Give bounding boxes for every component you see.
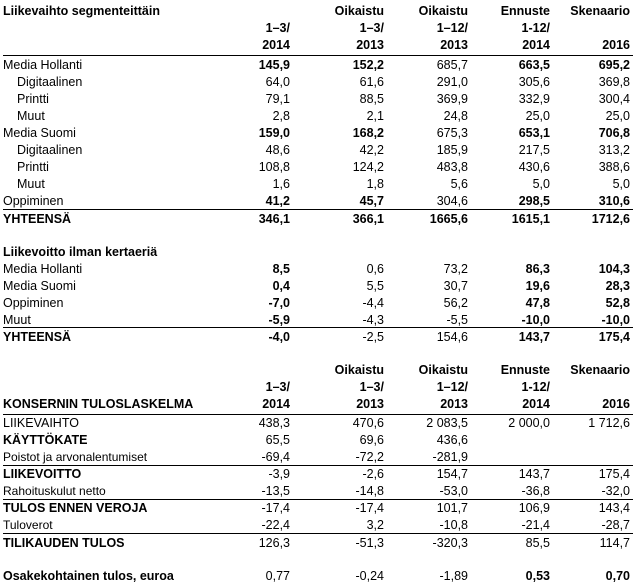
cell: 369,8 — [598, 75, 630, 89]
column-header: 2013 — [440, 38, 468, 52]
column-header: 2013 — [440, 397, 468, 411]
cell: 61,6 — [359, 75, 384, 89]
cell: -32,0 — [601, 484, 630, 498]
column-header: Oikaistu — [418, 363, 468, 377]
row-label: Muut — [17, 109, 45, 123]
cell: -17,4 — [261, 501, 290, 515]
column-header: 2013 — [356, 397, 384, 411]
column-header: Oikaistu — [334, 4, 384, 18]
cell: -281,9 — [432, 450, 468, 464]
cell: 5,0 — [612, 177, 630, 191]
cell: -320,3 — [432, 536, 468, 550]
cell: -53,0 — [439, 484, 468, 498]
cell: -3,9 — [268, 467, 290, 481]
cell: -2,5 — [362, 330, 384, 344]
table-row — [3, 57, 633, 74]
table-row — [3, 415, 633, 432]
cell: 2,1 — [366, 109, 384, 123]
cell: -72,2 — [355, 450, 384, 464]
cell: -0,24 — [355, 569, 384, 583]
cell: 154,7 — [436, 467, 468, 481]
cell: -5,5 — [446, 313, 468, 327]
column-header: 2014 — [522, 38, 550, 52]
cell: 185,9 — [436, 143, 468, 157]
cell: 41,2 — [265, 194, 290, 208]
cell: 369,9 — [436, 92, 468, 106]
cell: 5,0 — [532, 177, 550, 191]
cell: 483,8 — [436, 160, 468, 174]
cell: 304,6 — [436, 194, 468, 208]
table-row — [3, 432, 633, 449]
table-row — [3, 449, 633, 466]
segment-revenue-title: Liikevaihto segmenteittäin — [3, 4, 160, 18]
cell: 470,6 — [352, 416, 384, 430]
divider — [3, 209, 633, 210]
cell: 1,8 — [366, 177, 384, 191]
cell: 159,0 — [258, 126, 290, 140]
cell: 143,4 — [598, 501, 630, 515]
cell: 28,3 — [605, 279, 630, 293]
cell: 47,8 — [525, 296, 550, 310]
cell: 168,2 — [352, 126, 384, 140]
cell: 305,6 — [518, 75, 550, 89]
row-label: Media Hollanti — [3, 262, 83, 276]
income-statement-header-row2 — [3, 379, 633, 396]
cell: 1615,1 — [511, 212, 550, 226]
table-row — [3, 278, 633, 295]
cell: 5,5 — [366, 279, 384, 293]
row-label: Oppiminen — [3, 194, 64, 208]
cell: 346,1 — [258, 212, 290, 226]
cell: -4,0 — [268, 330, 290, 344]
divider — [3, 327, 633, 328]
cell: -10,8 — [439, 518, 468, 532]
column-header: 1–3/ — [359, 380, 384, 394]
column-header: 2014 — [522, 397, 550, 411]
column-header: 2016 — [602, 397, 630, 411]
cell: -69,4 — [261, 450, 290, 464]
cell: -22,4 — [261, 518, 290, 532]
row-label: Tuloverot — [3, 518, 53, 532]
cell: 706,8 — [598, 126, 630, 140]
income-statement-header-row3 — [3, 396, 633, 413]
cell: 2 000,0 — [508, 416, 550, 430]
cell: 88,5 — [359, 92, 384, 106]
cell: -14,8 — [355, 484, 384, 498]
operating-profit-title: Liikevoitto ilman kertaeriä — [3, 245, 158, 259]
row-label: Digitaalinen — [17, 143, 83, 157]
row-label: LIIKEVAIHTO — [3, 416, 79, 430]
cell: 310,6 — [598, 194, 630, 208]
table-row — [3, 74, 633, 91]
cell: 25,0 — [605, 109, 630, 123]
cell: 430,6 — [518, 160, 550, 174]
cell: 0,4 — [272, 279, 290, 293]
cell: 366,1 — [352, 212, 384, 226]
row-label: Muut — [3, 313, 31, 327]
column-header: Oikaistu — [418, 4, 468, 18]
row-label: YHTEENSÄ — [3, 212, 72, 226]
cell: 24,8 — [443, 109, 468, 123]
row-label: Printti — [17, 92, 49, 106]
total-row — [3, 535, 633, 552]
cell: 86,3 — [525, 262, 550, 276]
row-label: Media Hollanti — [3, 58, 83, 72]
column-header: 1–12/ — [436, 380, 468, 394]
table-row — [3, 261, 633, 278]
cell: -7,0 — [268, 296, 290, 310]
row-label: Muut — [17, 177, 45, 191]
total-row — [3, 329, 633, 346]
cell: 42,2 — [359, 143, 384, 157]
operating-profit-title-row — [3, 244, 633, 261]
column-header: Skenaario — [570, 4, 630, 18]
cell: 3,2 — [366, 518, 384, 532]
cell: 1712,6 — [591, 212, 630, 226]
table-row — [3, 517, 633, 534]
cell: 0,77 — [265, 569, 290, 583]
cell: -5,9 — [268, 313, 290, 327]
cell: 675,3 — [436, 126, 468, 140]
table-row — [3, 142, 633, 159]
cell: -28,7 — [601, 518, 630, 532]
cell: 101,7 — [436, 501, 468, 515]
cell: 108,8 — [258, 160, 290, 174]
cell: -17,4 — [355, 501, 384, 515]
cell: 685,7 — [436, 58, 468, 72]
cell: 217,5 — [518, 143, 550, 157]
table-row — [3, 466, 633, 483]
row-label: Media Suomi — [3, 279, 76, 293]
segment-revenue-header-row2 — [3, 20, 633, 37]
column-header: Skenaario — [570, 363, 630, 377]
cell: 1,6 — [272, 177, 290, 191]
cell: 143,7 — [518, 330, 550, 344]
cell: 25,0 — [525, 109, 550, 123]
row-label: Media Suomi — [3, 126, 76, 140]
cell: 436,6 — [436, 433, 468, 447]
cell: 0,53 — [525, 569, 550, 583]
divider — [3, 533, 633, 534]
table-row — [3, 176, 633, 193]
cell: -2,6 — [362, 467, 384, 481]
table-row — [3, 159, 633, 176]
cell: -4,4 — [362, 296, 384, 310]
cell: 175,4 — [598, 467, 630, 481]
cell: 298,5 — [518, 194, 550, 208]
cell: 114,7 — [599, 536, 630, 550]
row-label: Rahoituskulut netto — [3, 484, 106, 498]
cell: 152,2 — [352, 58, 384, 72]
cell: -10,0 — [521, 313, 550, 327]
column-header: 1-12/ — [521, 380, 550, 394]
cell: 291,0 — [436, 75, 468, 89]
cell: 19,6 — [525, 279, 550, 293]
table-row — [3, 108, 633, 125]
cell: -4,3 — [362, 313, 384, 327]
cell: 64,0 — [265, 75, 290, 89]
column-header: Oikaistu — [334, 363, 384, 377]
row-label: Oppiminen — [3, 296, 64, 310]
column-header: 1–3/ — [265, 21, 290, 35]
column-header: 2016 — [602, 38, 630, 52]
cell: 175,4 — [598, 330, 630, 344]
eps-label: Osakekohtainen tulos, euroa — [3, 569, 174, 583]
cell: -10,0 — [601, 313, 630, 327]
cell: 143,7 — [518, 467, 550, 481]
cell: 663,5 — [518, 58, 550, 72]
row-label: TILIKAUDEN TULOS — [3, 536, 125, 550]
cell: 126,3 — [258, 536, 290, 550]
cell: 145,9 — [258, 58, 290, 72]
cell: 85,5 — [525, 536, 550, 550]
cell: 65,5 — [265, 433, 290, 447]
cell: 8,5 — [272, 262, 290, 276]
row-label: KÄYTTÖKATE — [3, 433, 88, 447]
cell: 1 712,6 — [588, 416, 630, 430]
cell: 2,8 — [272, 109, 290, 123]
column-header: Ennuste — [500, 4, 550, 18]
eps-row — [3, 568, 633, 585]
cell: 154,6 — [436, 330, 468, 344]
column-header: 2013 — [356, 38, 384, 52]
cell: 388,6 — [598, 160, 630, 174]
cell: 300,4 — [598, 92, 630, 106]
row-label: YHTEENSÄ — [3, 330, 72, 344]
row-label: TULOS ENNEN VEROJA — [3, 501, 148, 515]
cell: 124,2 — [352, 160, 384, 174]
column-header: 1-12/ — [521, 21, 550, 35]
cell: 56,2 — [443, 296, 468, 310]
cell: 313,2 — [598, 143, 630, 157]
income-statement-header-row1 — [3, 362, 633, 379]
cell: 106,9 — [518, 501, 550, 515]
cell: 2 083,5 — [426, 416, 468, 430]
table-row — [3, 500, 633, 517]
column-header: 1–12/ — [436, 21, 468, 35]
column-header: 2014 — [262, 38, 290, 52]
cell: 48,6 — [265, 143, 290, 157]
column-header: 1–3/ — [359, 21, 384, 35]
cell: 45,7 — [359, 194, 384, 208]
cell: -51,3 — [355, 536, 384, 550]
column-header: 1–3/ — [265, 380, 290, 394]
table-row — [3, 483, 633, 500]
cell: 5,6 — [450, 177, 468, 191]
cell: -36,8 — [521, 484, 550, 498]
cell: 73,2 — [443, 262, 468, 276]
cell: -21,4 — [521, 518, 550, 532]
divider — [3, 55, 633, 56]
cell: -13,5 — [261, 484, 290, 498]
table-row — [3, 125, 633, 142]
segment-revenue-header-row3 — [3, 37, 633, 54]
cell: 653,1 — [518, 126, 550, 140]
cell: 69,6 — [359, 433, 384, 447]
cell: 0,70 — [605, 569, 630, 583]
cell: 52,8 — [605, 296, 630, 310]
cell: 695,2 — [598, 58, 630, 72]
income-statement-title: KONSERNIN TULOSLASKELMA — [3, 397, 194, 411]
cell: -1,89 — [439, 569, 468, 583]
cell: 30,7 — [443, 279, 468, 293]
row-label: Printti — [17, 160, 49, 174]
row-label: Poistot ja arvonalentumiset — [3, 450, 148, 464]
cell: 438,3 — [258, 416, 290, 430]
cell: 1665,6 — [429, 212, 468, 226]
cell: 104,3 — [598, 262, 630, 276]
cell: 79,1 — [265, 92, 290, 106]
segment-revenue-header-row1 — [3, 3, 633, 20]
table-row — [3, 193, 633, 210]
column-header: 2014 — [262, 397, 290, 411]
column-header: Ennuste — [500, 363, 550, 377]
cell: 0,6 — [366, 262, 384, 276]
total-row — [3, 211, 633, 228]
row-label: Digitaalinen — [17, 75, 83, 89]
row-label: LIIKEVOITTO — [3, 467, 82, 481]
table-row — [3, 295, 633, 312]
table-row — [3, 91, 633, 108]
cell: 332,9 — [518, 92, 550, 106]
